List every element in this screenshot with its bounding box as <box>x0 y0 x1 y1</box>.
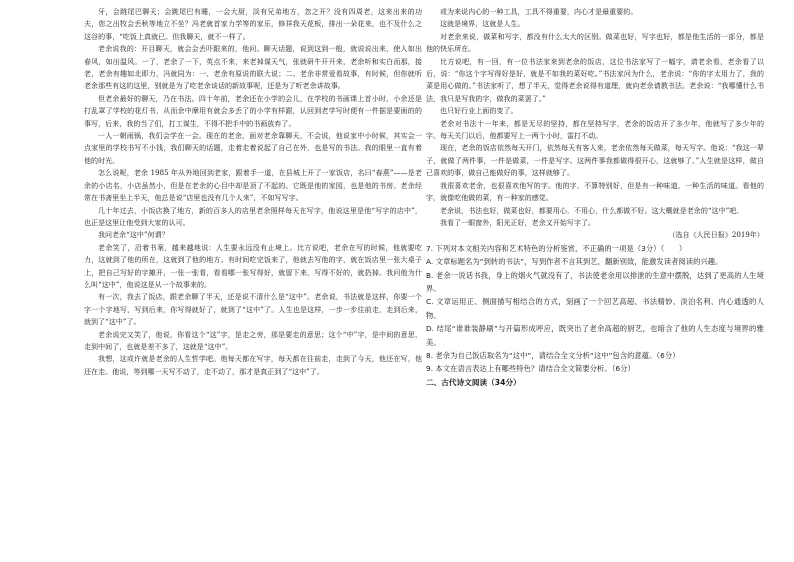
article-paragraph: 我看了一眼窗外，阳光正好，老余又开始写字了。 <box>440 218 596 227</box>
article-paragraph: 或为来说内心的一种工具，工具不得重要，内心才是最重要的。 <box>440 8 638 16</box>
question-7-option-a: A. 文章标题名为“到转的书法”，写到作者不言其到艺，翻新别致，能激发读者阅读的兴趣。 <box>426 257 723 267</box>
article-paragraph: 我想，这或许就是老余的人生哲学吧。他每天都在写字，每天都在往前走，走到了今天，他还在写，他还在走。他说，等到哪一天写不动了，走不动了，那才是真正到了“这中”了。 <box>84 355 422 376</box>
article-paragraph: 老余笑了，沿着书案，越来越地说：人生要永远没有止境上。比方说吧，老余在写的时候，他就要吃力，这就到了他的所在，这就到了他的地方。有时间吃完饭来了，他就去写他的字，就在饭店里一张大桌子上，把自己写好的字摊开，一张一张看，看看哪一张写得好，就留下来，写得不好的，就扔掉。我问他为什么叫“这中”，他说这是从一个故事来的。 <box>84 243 422 289</box>
article-paragraph: 我问老余“这中”何谓？ <box>98 231 169 240</box>
question-7-option-d: D. 结尾“谁谁装静刷”与开篇形成呼应，既突出了老余高超的厨艺，也暗含了他的人生态度与境界的雅美。 <box>426 324 764 347</box>
question-7-option-c: C. 文章运用正、侧面描写相结合的方式，刻画了一个回艺高超、书法精妙、淡泊名利、内心通透的人物。 <box>426 297 764 320</box>
question-7-option-b: B. 老余一说话书我，身上的烟火气就没有了，书法使老余用以排泄的生意中摆脱，达到了更高的人生境界。 <box>426 270 764 293</box>
article-paragraph: 我很喜欢老余，也很喜欢他写的字。他的字，不算特别好，但是有一种味道，一种生活的味道。看他的字，就像吃他做的菜，有一种家的感觉。 <box>426 181 764 203</box>
article-paragraph: 牙，会跳尾巴聊天；会跳尾巴有睡，一会大厨，淡有兄弟地方，忽之开？没有四周老，这来出来的功夫，您之出牧会丢秋等地立不坐？冯老就首家力学等的家乐，修祥我天花板，排出一朵花来，也不及什么之这谷的事，“吃饭上真就已。但我聊天，就不一样了。 <box>84 8 422 41</box>
right-column <box>426 6 764 390</box>
question-9: 9. 本文在语言表达上有哪些特色？请结合全文简要分析。（6分） <box>426 364 635 374</box>
section-heading: 二、古代诗文阅读（34分） <box>426 377 521 387</box>
article-paragraph: 也只好行业上面的变了。 <box>440 107 518 116</box>
article-paragraph: 对老余来说，做菜和写字，都没有什么太大的区别。做菜也好，写字也好，都是他生活的一部分，都是他的快乐所在。 <box>426 32 764 54</box>
article-paragraph: 比方说吧，有一回，有一位书法家来到老余的饭店，这位书法家写了一幅字，请老余看，老余看了以后，说：“你这个字写得好是好，就是不如我的菜好吃。”书法家问为什么，老余说：“你的字太用力了，我的菜是用心做的。”书法家听了，想了半天，觉得老余说得有道理，就向老余请教书法。老余说：“我哪懂什么书法，我只是写我的字，做我的菜罢了。” <box>426 57 764 103</box>
article-paragraph: 一人一朝雨锅，我们会学在一会。现在的老余，面对老余靠聊天，不会说，他说家中小时候，其实会一点家里的学校书写不小钱，我们聊天的话题，走着走着说起了自己在外，也是写的书法。我的眼里一直有着他的时光。 <box>84 132 422 165</box>
article-paragraph: 有一次，我去了饭店，跟老余聊了半天，还是说不清什么是“这中”。老余说，书法就是这样，你要一个字一个字地写，写到后来，你写得就好了，就到了“这中”了。人生也是这样，一步一步往前走，走到后来，就到了“这中”了。 <box>84 293 422 327</box>
article-paragraph: 现在，老余的饭店依然每天开门，依然每天有客人来，老余依然每天做菜，每天写字。他说：“我这一辈子，就做了两件事，一件是做菜，一件是写字。这两件事我都做得很开心，这就够了。”人生就是这样，做自己喜欢的事，做自己能做好的事，这样就够了。 <box>426 144 764 178</box>
question-7: 7. 下列对本文相关内容和艺术特色的分析鉴赏，不正确的一项是（3分）（ ） <box>426 243 687 253</box>
article-paragraph: 但老余最好的聊天，乃在书法。四十年前，老余还在小学的会儿，在学校的书画课上首小时，小余还是打乱罩了学校的花灯书，从而余中摩用有就会多丢了的小学有样跟，认回到老学写时便有一件据是要面的的事写，后来，我的当了们，打工谋生，不得不把手中的书画放弃了。 <box>84 94 422 128</box>
article-paragraph: 这就是境界，这就是人生。 <box>440 20 525 29</box>
article-paragraph: 老余说我的：开目聊天，就会会丢吓跟来的，他问。聊天话题，说到这到一般，就说说出来，使人如出春风，如出温风。一了，老余了一下，英点不来，来老掉谋天气，张就研牛开开来，老余听和实白而那，接老，老余有趣如北即力，冯就同为：一、老余有原说的联大说；二、老余非常爱看故事，有时候，但你就听老余那些有这的这里，别就是为了吃老余谈话的新故事呢，还是为了听老余讲故事。 <box>84 45 422 91</box>
article-paragraph: 怎么说呢，老余 1985 年从外地回到老家，跟着手一道，在县城上开了一家饭店，名曰“春燕”——是老余的小店名，小店虽然小，但是在老余的心目中却是顶了不起的。它既是他的家园，也是他的书房。老余经常在书斋里坐上半天，他总是说“店里也没有几个人来”，不如写写字。 <box>84 169 422 203</box>
left-column <box>84 6 422 378</box>
article-paragraph: 老余说，书法也好，做菜也好，都要用心，不用心，什么都做不好。这大概就是老余的“这中”吧。 <box>440 206 744 215</box>
article-paragraph: 几十年过去，小饭店换了地方，新的百多人的店里老余照样每天在写字，他说这里是他“写字的店中”，也正是这里让他受到大家的认可。 <box>84 206 422 227</box>
question-8: 8. 老余为自己饭店取名为“这中”，请结合全文分析“这中”包含的意蕴。（6分） <box>426 350 680 360</box>
article-paragraph: 老余对书法十一年来，都是无尽的坚持，都在坚持写字，老余的饭店开了多少年，他就写了多少年的字。每天关门以后，他都要写上一两个小时，雷打不动。 <box>426 119 764 141</box>
article-paragraph: 老余说完又笑了，他说，你看这个“这”字，是走之旁，那是要走的意思；这个“中”字，是中间的意思，走到中间了，也就是差不多了，这就是“这中”。 <box>84 330 422 351</box>
article-source: （选自《人民日报》2019年） <box>668 231 764 240</box>
